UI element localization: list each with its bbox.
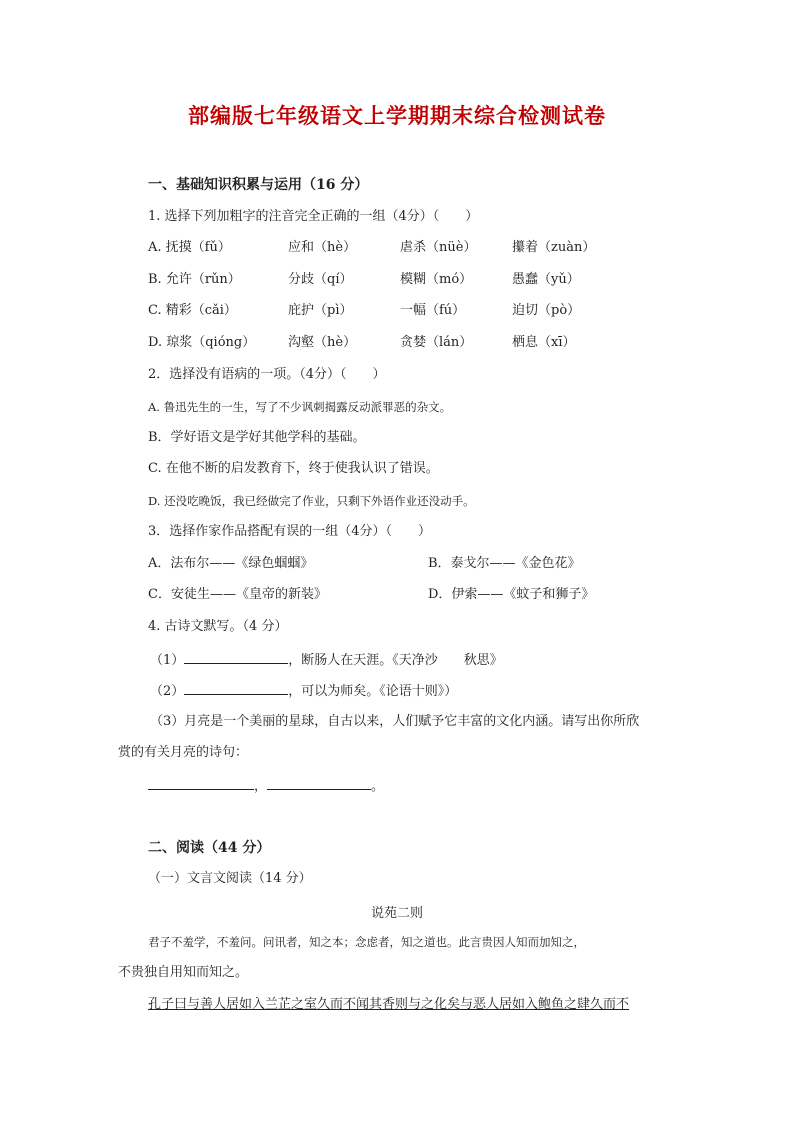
passage-paragraph-1-line-1: 君子不羞学，不羞问。问讯者，知之本；念虑者，知之道也。此言贵因人知而加知之， bbox=[148, 935, 585, 949]
q1-option-c-4: 迫切（pò） bbox=[512, 303, 581, 318]
q4-part-3-blank-1[interactable] bbox=[148, 776, 254, 790]
section-heading-reading: 二、阅读（44 分） bbox=[148, 840, 271, 856]
q4-part-2-text: ，可以为师矣。《论语十则》） bbox=[288, 684, 458, 699]
passage-title: 说苑二则 bbox=[370, 906, 423, 921]
q4-part-3-line-1: （3）月亮是一个美丽的星球，自古以来，人们赋予它丰富的文化内涵。请写出你所欣 bbox=[150, 714, 640, 729]
q4-part-2-number: （2） bbox=[150, 684, 185, 699]
q4-part-3-period: 。 bbox=[371, 779, 385, 794]
q1-option-d-2: 沟壑（hè） bbox=[288, 335, 357, 350]
q4-part-3-answer bbox=[148, 776, 384, 796]
q2-option-d: D. 还没吃晚饭，我已经做完了作业，只剩下外语作业还没动手。 bbox=[148, 494, 475, 508]
q2-option-a: A. 鲁迅先生的一生，写了不少讽刺揭露反动派罪恶的杂文。 bbox=[148, 400, 452, 414]
q4-part-3-line-2: 赏的有关月亮的诗句： bbox=[118, 745, 249, 760]
q4-part-2 bbox=[150, 681, 457, 701]
q1-option-b-4: 愚蠢（yǔ） bbox=[512, 272, 580, 287]
q1-option-c-1: C. 精彩（cǎi） bbox=[148, 303, 237, 318]
question-2-stem: 2．选择没有语病的一项。（4分）（ ） bbox=[148, 367, 386, 382]
q1-option-d-1: D. 琼浆（qióng） bbox=[148, 335, 256, 350]
question-3-stem: 3．选择作家作品搭配有误的一组（4分）（ ） bbox=[148, 524, 432, 539]
q3-option-b: B．泰戈尔——《金色花》 bbox=[428, 556, 581, 571]
q1-option-c-3: 一幅（fú） bbox=[400, 303, 466, 318]
q1-option-b-2: 分歧（qí） bbox=[288, 272, 353, 287]
q1-option-a-1: A. 抚摸（fǔ） bbox=[148, 240, 231, 255]
q1-option-b-1: B. 允许（rǔn） bbox=[148, 272, 241, 287]
q1-option-a-4: 攥着（zuàn） bbox=[512, 240, 596, 255]
q1-option-b-3: 模糊（mó） bbox=[400, 272, 473, 287]
question-4-stem: 4. 古诗文默写。（4 分） bbox=[148, 619, 288, 634]
q1-option-d-4: 栖息（xī） bbox=[512, 335, 576, 350]
passage-paragraph-2-line-1: 孔子曰与善人居如入兰芷之室久而不闻其香则与之化矣与恶人居如入鲍鱼之肆久而不 bbox=[148, 997, 630, 1012]
q4-part-1-number: （1） bbox=[150, 653, 185, 668]
question-1-stem: 1. 选择下列加粗字的注音完全正确的一组（4分）（ ） bbox=[148, 209, 479, 224]
q3-option-a: A．法布尔——《绿色蝈蝈》 bbox=[148, 556, 314, 571]
q3-option-c: C．安徒生——《皇帝的新装》 bbox=[148, 587, 327, 602]
q3-option-d: D．伊索——《蚊子和狮子》 bbox=[428, 587, 595, 602]
q4-part-1 bbox=[150, 650, 503, 670]
q1-option-a-3: 虐杀（nüè） bbox=[400, 240, 477, 255]
q1-option-d-3: 贪婪（lán） bbox=[400, 335, 473, 350]
subsection-classical-reading: （一）文言文阅读（14 分） bbox=[148, 871, 312, 886]
q2-option-b: B．学好语文是学好其他学科的基础。 bbox=[148, 430, 366, 445]
q4-part-1-text: ，断肠人在天涯。《天净沙 秋思》 bbox=[288, 653, 503, 668]
q4-part-1-blank[interactable] bbox=[184, 650, 288, 664]
q2-option-c: C. 在他不断的启发教育下，终于使我认识了错误。 bbox=[148, 461, 439, 476]
q1-option-c-2: 庇护（pì） bbox=[288, 303, 353, 318]
q1-option-a-2: 应和（hè） bbox=[288, 240, 357, 255]
q4-part-2-blank[interactable] bbox=[184, 681, 288, 695]
section-heading-basics: 一、基础知识积累与运用（16 分） bbox=[148, 177, 369, 193]
q4-part-3-comma: ， bbox=[254, 779, 268, 794]
document-title: 部编版七年级语文上学期期末综合检测试卷 bbox=[188, 103, 606, 128]
q4-part-3-blank-2[interactable] bbox=[267, 776, 371, 790]
passage-paragraph-1-line-2: 不贵独自用知而知之。 bbox=[118, 965, 249, 980]
